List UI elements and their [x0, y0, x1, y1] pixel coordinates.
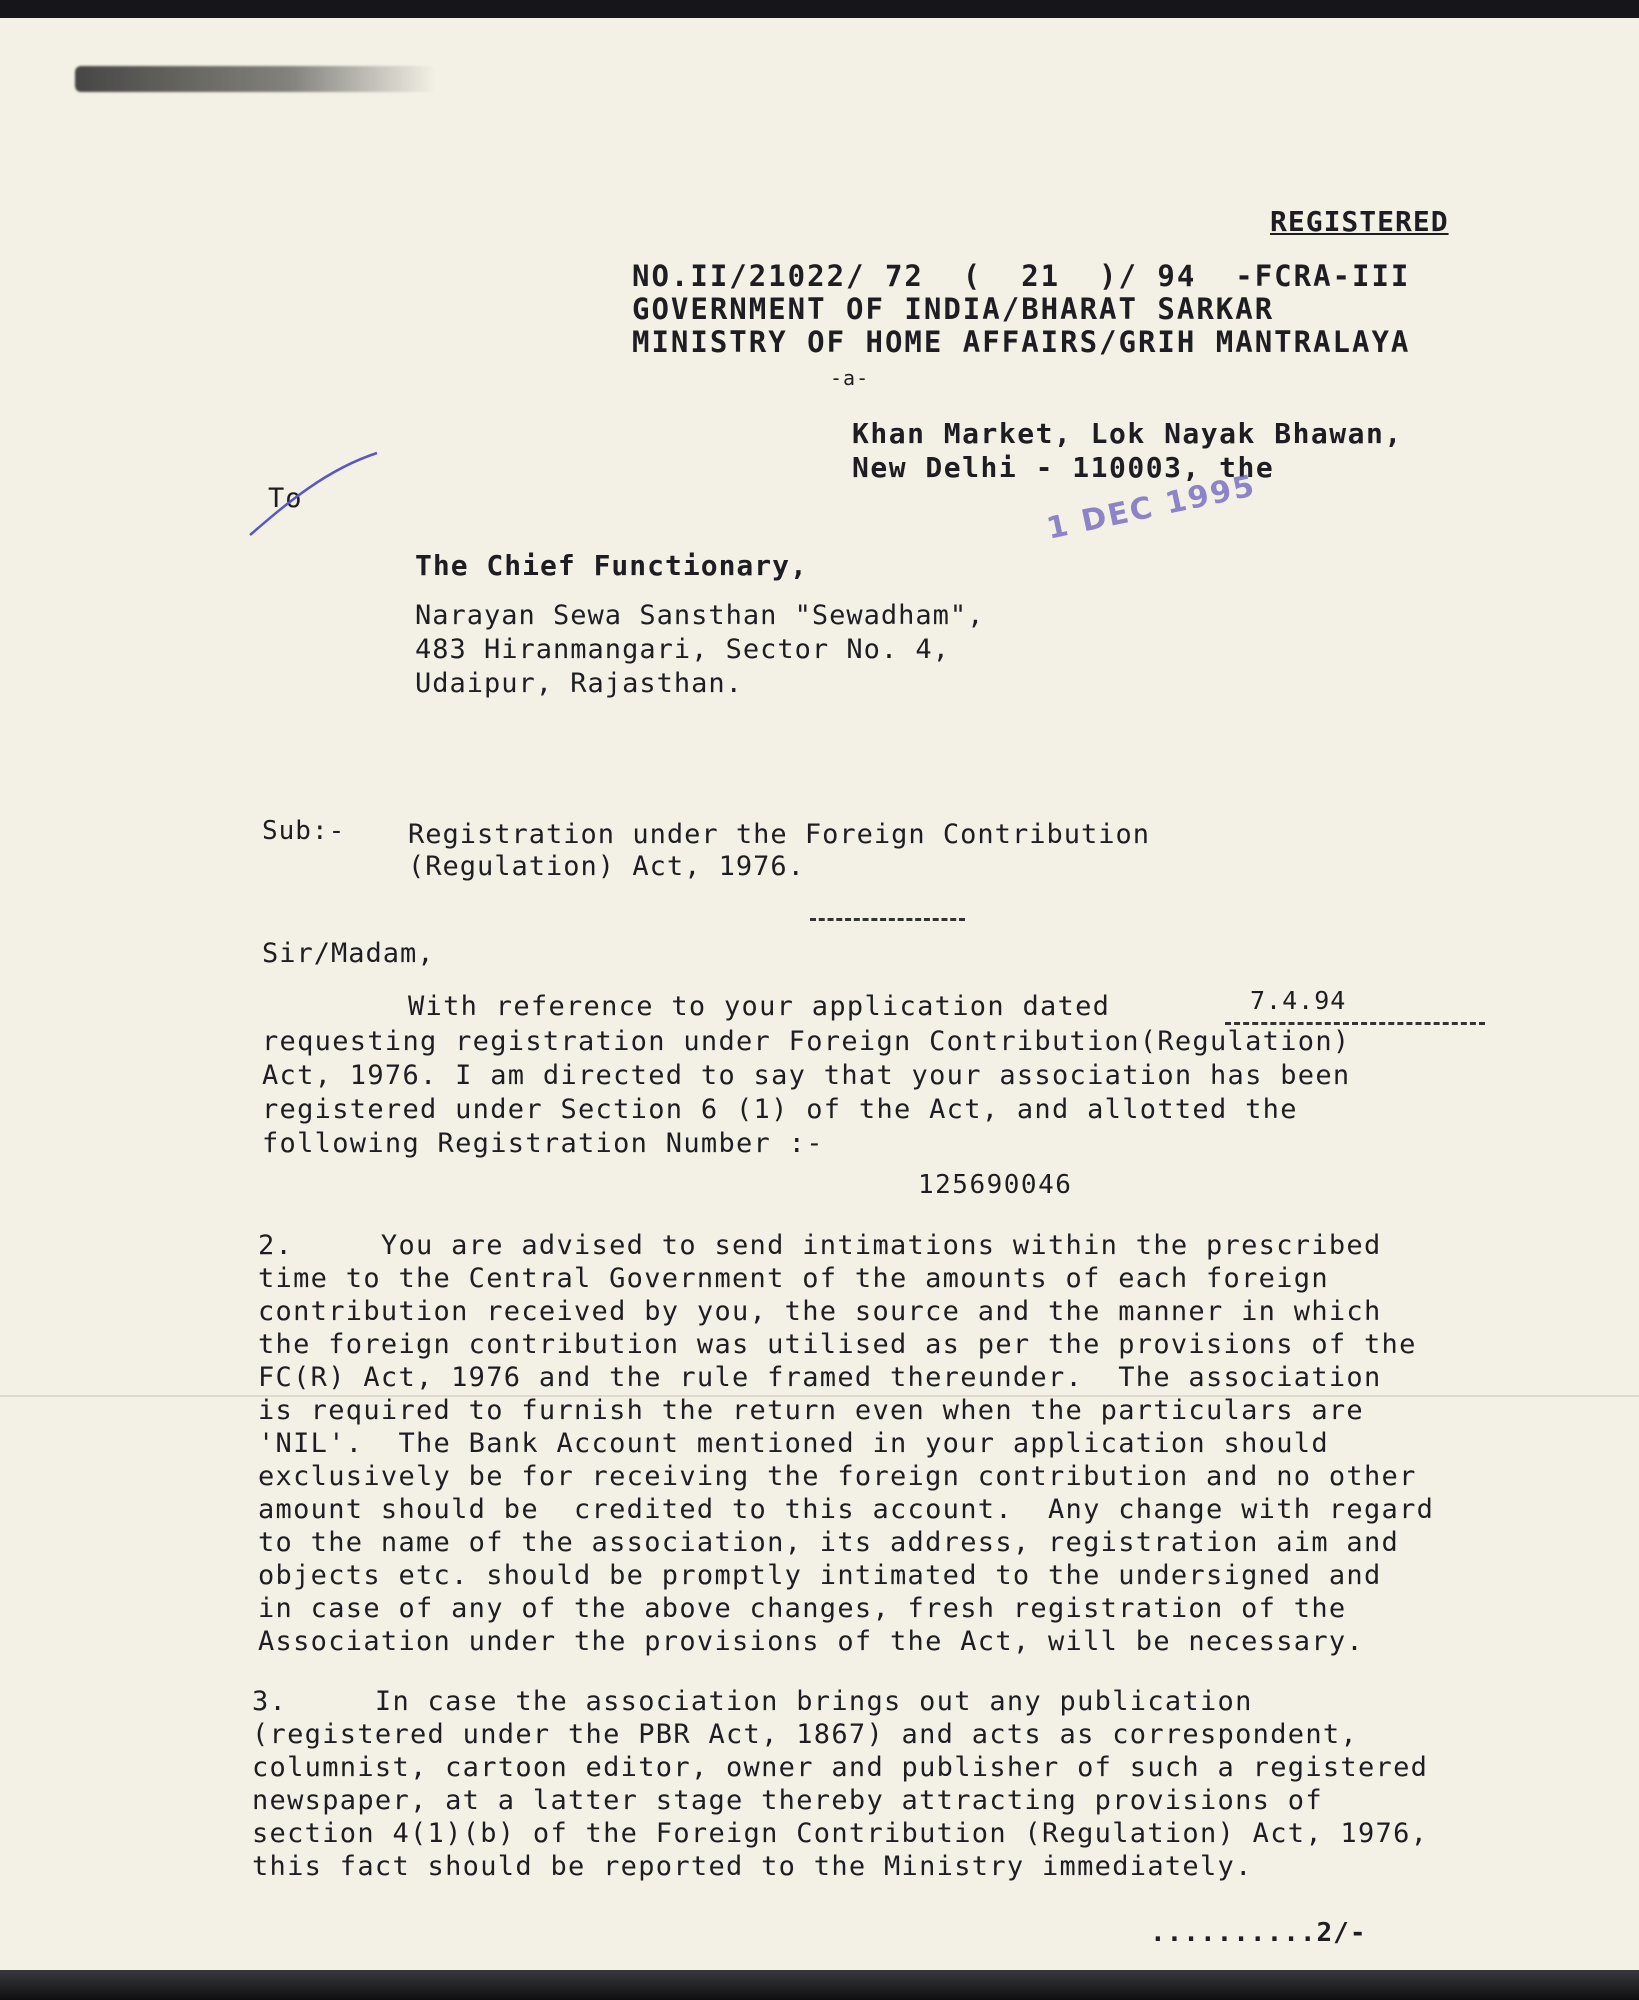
subject-line-1: Registration under the Foreign Contribution — [408, 819, 1150, 850]
recipient-line-2: 483 Hiranmangari, Sector No. 4, — [415, 634, 950, 665]
registered-label: REGISTERED — [1270, 205, 1449, 238]
salutation: Sir/Madam, — [262, 938, 435, 969]
para3-line-2: (registered under the PBR Act, 1867) and acts as correspondent, — [252, 1719, 1358, 1750]
to-label: To — [268, 483, 303, 514]
para2-line-11: objects etc. should be promptly intimated to the undersigned and — [258, 1560, 1382, 1591]
para3-line-1: 3. In case the association brings out any publication — [252, 1686, 1253, 1717]
subject-line-2: (Regulation) Act, 1976. — [408, 851, 805, 882]
para2-line-7: 'NIL'. The Bank Account mentioned in your application should — [258, 1428, 1329, 1459]
scan-top-edge — [0, 0, 1639, 18]
recipient-line-1: Narayan Sewa Sansthan "Sewadham", — [415, 600, 985, 631]
subject-divider — [810, 918, 965, 924]
para1-line-1: With reference to your application dated — [408, 991, 1111, 1022]
para2-line-6: is required to furnish the return even when the particulars are — [258, 1395, 1364, 1426]
para2-line-5: FC(R) Act, 1976 and the rule framed thereunder. The association — [258, 1362, 1382, 1393]
government-line: GOVERNMENT OF INDIA/BHARAT SARKAR — [632, 292, 1275, 326]
subject-label: Sub:- — [262, 816, 346, 846]
para1-line-3: Act, 1976. I am directed to say that your association has been — [262, 1060, 1351, 1091]
para2-line-4: the foreign contribution was utilised as per the provisions of the — [258, 1329, 1417, 1360]
para2-line-9: amount should be credited to this account. Any change with regard — [258, 1494, 1435, 1525]
office-address-line2: New Delhi - 110003, the — [852, 451, 1275, 484]
para1-line-2: requesting registration under Foreign Contribution(Regulation) — [262, 1026, 1351, 1057]
para2-line-1: 2. You are advised to send intimations within the prescribed — [258, 1230, 1382, 1261]
received-date-stamp: 1 DEC 1995 — [1043, 468, 1259, 547]
ink-smudge — [75, 66, 435, 92]
para3-line-6: this fact should be reported to the Ministry immediately. — [252, 1851, 1253, 1882]
para3-line-3: columnist, cartoon editor, owner and publisher of such a registered — [252, 1752, 1429, 1783]
pen-tick-mark — [245, 445, 385, 540]
recipient-line-3: Udaipur, Rajasthan. — [415, 668, 743, 699]
para2-line-10: to the name of the association, its address, registration aim and — [258, 1527, 1400, 1558]
para3-line-4: newspaper, at a latter stage thereby attracting provisions of — [252, 1785, 1323, 1816]
dash-mark: -a- — [830, 366, 870, 390]
recipient-title: The Chief Functionary, — [415, 549, 808, 582]
file-number: NO.II/21022/ 72 ( 21 )/ 94 -FCRA-III — [632, 259, 1411, 293]
page-continuation: ..........2/- — [1150, 1918, 1367, 1948]
para2-line-13: Association under the provisions of the Act, will be necessary. — [258, 1626, 1364, 1657]
para3-line-5: section 4(1)(b) of the Foreign Contribution (Regulation) Act, 1976, — [252, 1818, 1429, 1849]
para2-line-12: in case of any of the above changes, fresh registration of the — [258, 1593, 1347, 1624]
application-date: 7.4.94 — [1250, 986, 1347, 1015]
para2-line-2: time to the Central Government of the amounts of each foreign — [258, 1263, 1329, 1294]
ministry-line: MINISTRY OF HOME AFFAIRS/GRIH MANTRALAYA — [632, 325, 1411, 359]
para2-line-8: exclusively be for receiving the foreign contribution and no other — [258, 1461, 1417, 1492]
para1-line-5: following Registration Number :- — [262, 1128, 824, 1159]
para1-line-4: registered under Section 6 (1) of the Act, and allotted the — [262, 1094, 1298, 1125]
office-address-line1: Khan Market, Lok Nayak Bhawan, — [852, 417, 1403, 450]
scan-bottom-edge — [0, 1970, 1639, 2000]
registration-number: 125690046 — [918, 1170, 1073, 1200]
para2-line-3: contribution received by you, the source and the manner in which — [258, 1296, 1382, 1327]
